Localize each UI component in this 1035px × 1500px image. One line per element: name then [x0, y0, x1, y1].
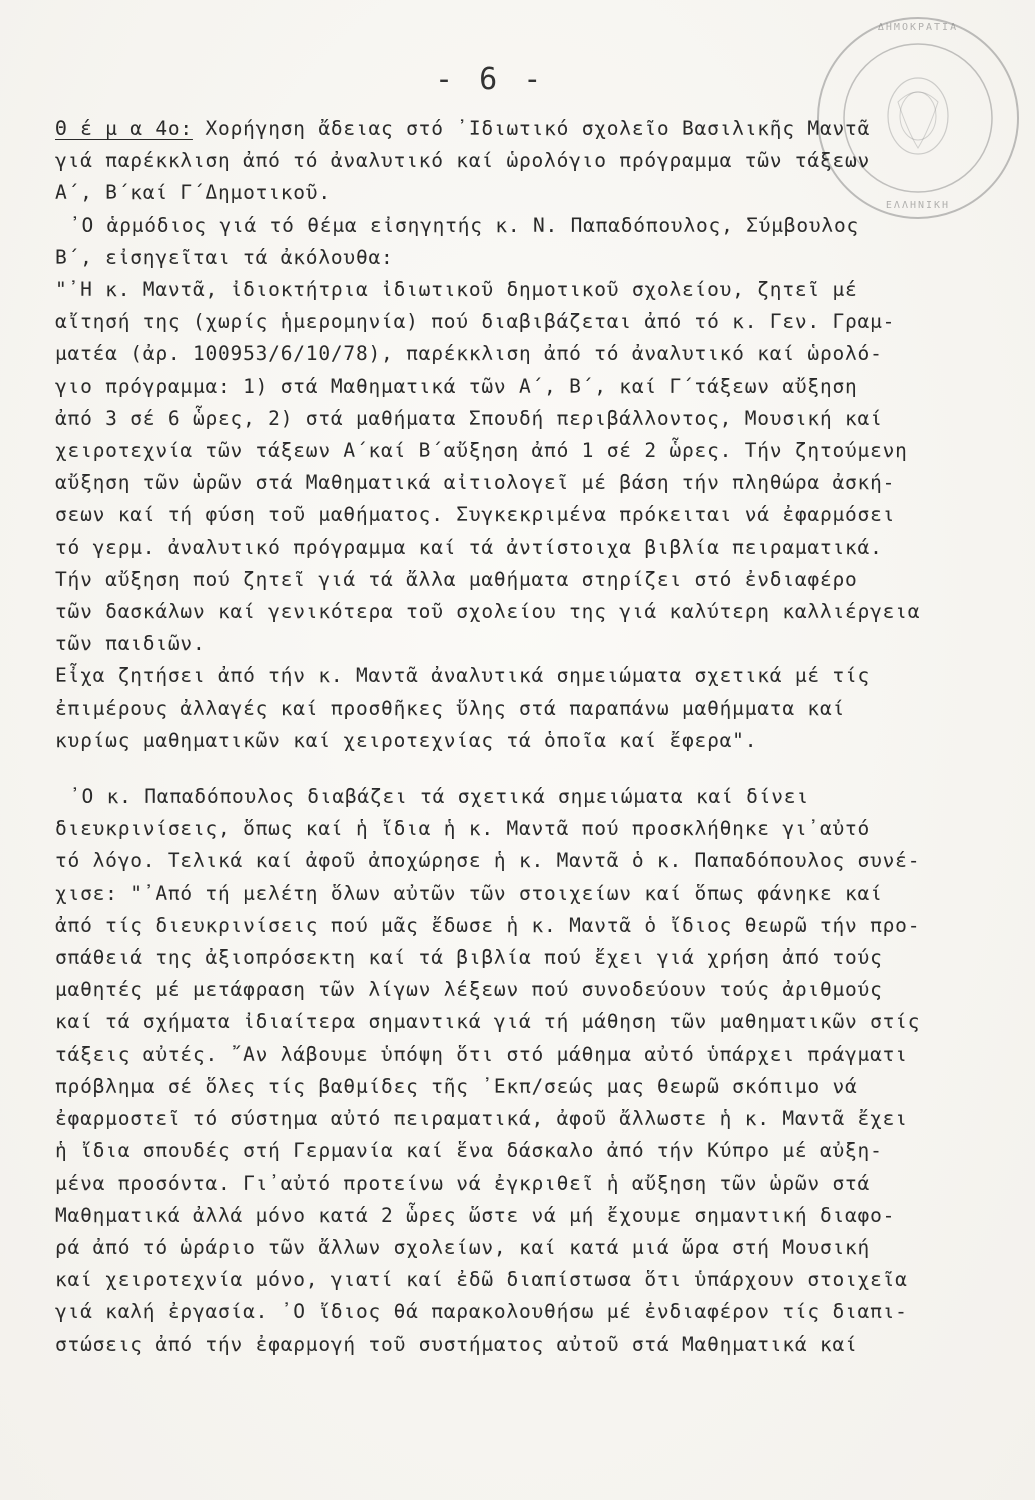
paragraph-line: ᾿Ο ἁρμόδιος γιά τό θέμα εἰσηγητής κ. Ν. Παπαδόπουλος, Σύμβουλος [69, 213, 860, 237]
paragraph-line: καί χειροτεχνία μόνο, γιατί καί ἐδῶ διαπίστωσα ὅτι ὑπάρχουν στοιχεῖα [55, 1268, 908, 1292]
paragraph-line: χειροτεχνία τῶν τάξεων Α΄καί Β΄αὔξηση ἀπό 1 σέ 2 ὧρες. Τήν ζητούμενη [55, 439, 908, 463]
paragraph-line: ρά ἀπό τό ὡράριο τῶν ἄλλων σχολείων, καί κατά μιά ὥρα στή Μουσική [55, 1235, 871, 1259]
paragraph-line: "᾿Η κ. Μαντᾶ, ἰδιοκτήτρια ἰδιωτικοῦ δημοτικοῦ σχολείου, ζητεῖ μέ [55, 278, 858, 302]
paragraph-line: σεων καί τή φύση τοῦ μαθήματος. Συγκεκριμένα πρόκειται νά ἐφαρμόσει [55, 503, 896, 527]
page-number: - 6 - [435, 62, 546, 97]
stamp-top-text: ΔΗΜΟΚΡΑΤΙΑ [877, 22, 959, 33]
paragraph-line: Εἶχα ζητήσει ἀπό τήν κ. Μαντᾶ ἀναλυτικά σημειώματα σχετικά μέ τίς [55, 664, 871, 688]
subject-line: Α΄, Β΄καί Γ΄Δημοτικοῦ. [55, 181, 331, 205]
paragraph-line: τῶν δασκάλων καί γενικότερα τοῦ σχολείου της γιά καλύτερη καλλιέργεια [55, 600, 921, 624]
paragraph-line: Β΄, εἰσηγεῖται τά ἀκόλουθα: [55, 245, 394, 269]
paragraph-line: αὔξηση τῶν ὡρῶν στά Μαθηματικά αἰτιολογεῖ μέ βάση τήν πληθώρα ἀσκή- [55, 471, 896, 495]
subject-label: Θ έ μ α 4ο: [55, 117, 193, 140]
paragraph-line: ᾿Ο κ. Παπαδόπουλος διαβάζει τά σχετικά σημειώματα καί δίνει [69, 785, 809, 809]
paragraph-line: μαθητές μέ μετάφραση τῶν λίγων λέξεων πού συνοδεύουν τούς ἀριθμούς [55, 978, 883, 1002]
paragraph-line: πρόβλημα σέ ὅλες τίς βαθμίδες τῆς ᾿Εκπ/σεώς μας θεωρῶ σκόπιμο νά [55, 1074, 858, 1098]
paragraph-line: χισε: "᾿Από τή μελέτη ὅλων αὐτῶν τῶν στοιχείων καί ὅπως φάνηκε καί [55, 881, 883, 905]
paragraph-gap [55, 757, 1020, 781]
paragraph-line: ἡ ἴδια σπουδές στή Γερμανία καί ἕνα δάσκαλο ἀπό τήν Κύπρο μέ αὐξη- [55, 1139, 883, 1163]
paragraph-line: τό γερμ. ἀναλυτικό πρόγραμμα καί τά ἀντίστοιχα βιβλία πειραματικά. [55, 535, 883, 559]
stamp-bottom-text: ΕΛΛΗΝΙΚΗ [885, 200, 951, 211]
paragraph-line: ἐπιμέρους ἀλλαγές καί προσθῆκες ὕλης στά παραπάνω μαθήμματα καί [55, 696, 846, 720]
paragraph-line: κυρίως μαθηματικῶν καί χειροτεχνίας τά ὁποῖα καί ἔφερα". [55, 728, 758, 752]
paragraph-line: μένα προσόντα. Γι᾿αὐτό προτείνω νά ἐγκριθεῖ ἡ αὔξηση τῶν ὡρῶν στά [55, 1171, 871, 1195]
document-body [55, 113, 1020, 1361]
paragraph-line: ματέα (ἀρ. 100953/6/10/78), παρέκκλιση ἀπό τό ἀναλυτικό καί ὡρολό- [55, 342, 883, 366]
paragraph-line: στώσεις ἀπό τήν ἐφαρμογή τοῦ συστήματος αὐτοῦ στά Μαθηματικά καί [55, 1332, 858, 1356]
paragraph-line: γιά καλή ἐργασία. ᾿Ο ἴδιος θά παρακολουθήσω μέ ἐνδιαφέρον τίς διαπι- [55, 1300, 908, 1324]
paragraph-line: Μαθηματικά ἀλλά μόνο κατά 2 ὧρες ὥστε νά μή ἔχουμε σημαντική διαφο- [55, 1203, 896, 1227]
paragraph-line: ἐφαρμοστεῖ τό σύστημα αὐτό πειραματικά, ἀφοῦ ἄλλωστε ἡ κ. Μαντᾶ ἔχει [55, 1107, 908, 1131]
paragraph-line: τῶν παιδιῶν. [55, 632, 206, 656]
paragraph-line: τάξεις αὐτές. ῎Αν λάβουμε ὑπόψη ὅτι στό μάθημα αὐτό ὑπάρχει πράγματι [55, 1042, 908, 1066]
paragraph-line: τό λόγο. Τελικά καί ἀφοῦ ἀποχώρησε ἡ κ. Μαντᾶ ὁ κ. Παπαδόπουλος συνέ- [55, 849, 921, 873]
subject-title: Χορήγηση ἄδειας στό ᾿Ιδιωτικό σχολεῖο Βασιλικῆς Μαντᾶ [192, 117, 871, 140]
paragraph-line: ἀπό τίς διευκρινίσεις πού μᾶς ἔδωσε ἡ κ. Μαντᾶ ὁ ἴδιος θεωρῶ τήν προ- [55, 913, 921, 937]
paragraph-line: αἴτησή της (χωρίς ἡμερομηνία) πού διαβιβάζεται ἀπό τό κ. Γεν. Γραμ- [55, 310, 896, 334]
paragraph-line: Τήν αὔξηση πού ζητεῖ γιά τά ἄλλα μαθήματα στηρίζει στό ἐνδιαφέρο [55, 567, 858, 591]
paragraph-line: διευκρινίσεις, ὅπως καί ἡ ἴδια ἡ κ. Μαντᾶ πού προσκλήθηκε γι᾿αὐτό [55, 817, 871, 841]
subject-line: γιά παρέκκλιση ἀπό τό ἀναλυτικό καί ὡρολόγιο πρόγραμμα τῶν τάξεων [55, 149, 871, 173]
paragraph-line: ἀπό 3 σέ 6 ὧρες, 2) στά μαθήματα Σπουδή περιβάλλοντος, Μουσική καί [55, 406, 883, 430]
paragraph-line: σπάθειά της ἀξιοπρόσεκτη καί τά βιβλία πού ἔχει γιά χρήση ἀπό τούς [55, 946, 883, 970]
subject-line [55, 113, 1020, 145]
paragraph-line: γιο πρόγραμμα: 1) στά Μαθηματικά τῶν Α΄, Β΄, καί Γ΄τάξεων αὔξηση [55, 374, 858, 398]
paragraph-line: καί τά σχήματα ἰδιαίτερα σημαντικά γιά τή μάθηση τῶν μαθηματικῶν στίς [55, 1010, 921, 1034]
